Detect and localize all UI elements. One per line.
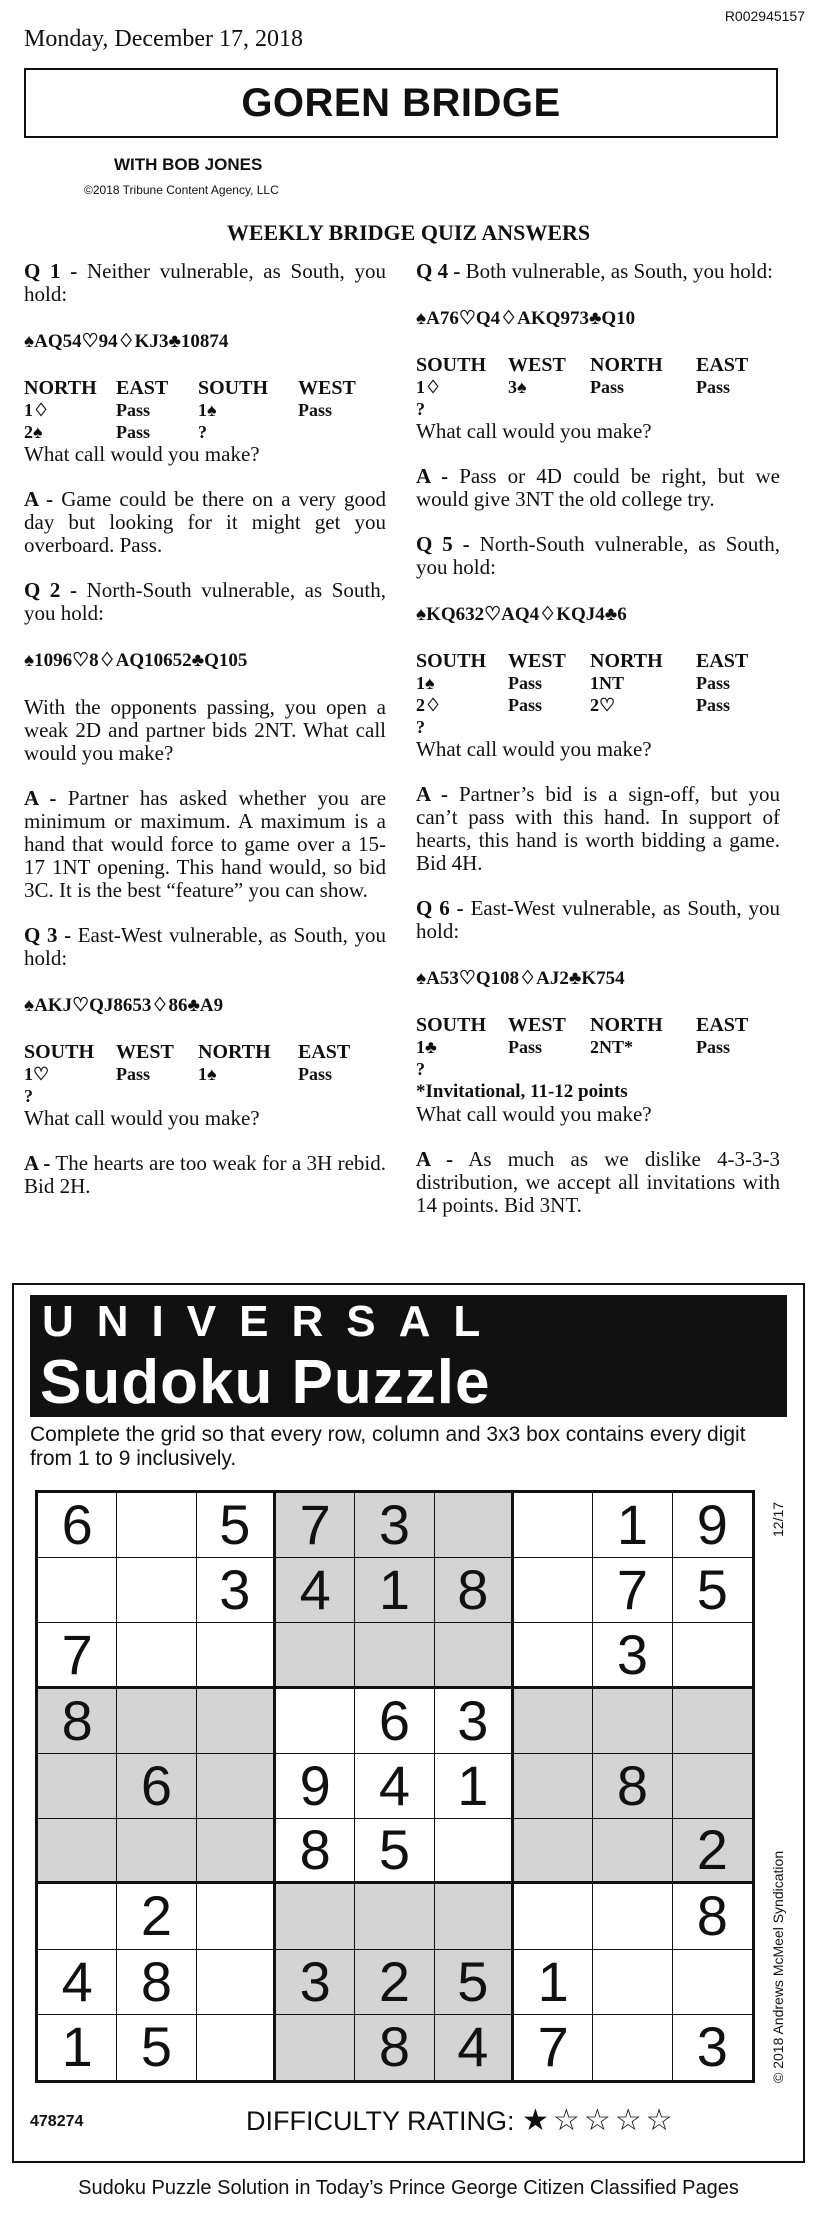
question-6: Q 6 - East-West vulnerable, as South, you hold: [416,896,781,943]
sudoku-cell[interactable] [593,1819,672,1884]
sudoku-cell: 3 [197,1558,276,1623]
answer-1: A - Game could be there on a very good day but looking for it might get you overboard. Pass. [24,487,387,557]
sudoku-cell[interactable] [514,1884,593,1949]
sudoku-cell: 3 [435,1689,514,1754]
answer-5: A - Partner’s bid is a sign-off, but you can’t pass with this hand. In support of hearts, this hand is worth bidding a game. Bid 4H. [416,782,781,875]
sudoku-cell: 2 [117,1884,196,1949]
sudoku-cell: 5 [435,1950,514,2015]
auction-1: NORTH EAST SOUTH WEST 1♢ Pass 1♠ Pass 2♠ Pass ? [24,377,356,442]
sudoku-cell: 1 [355,1558,434,1623]
sudoku-cell[interactable] [276,1884,355,1949]
sudoku-cell: 9 [673,1493,752,1558]
hand-2: ♠1096♡8♢AQ10652♣Q105 [24,650,248,671]
answer-4: A - Pass or 4D could be right, but we would give 3NT the old college try. [416,464,781,511]
question-2-detail: With the opponents passing, you open a weak 2D and partner bids 2NT. What call would you make? [24,695,386,765]
difficulty-label: DIFFICULTY RATING: [246,2106,515,2136]
question-2: Q 2 - North-South vulnerable, as South, you hold: [24,578,387,625]
question-1: Q 1 - Neither vulnerable, as South, you hold: [24,259,387,306]
sudoku-cell: 1 [514,1950,593,2015]
sudoku-cell[interactable] [197,1689,276,1754]
sudoku-cell[interactable] [673,1689,752,1754]
hand-4: ♠A76♡Q4♢AKQ973♣Q10 [416,308,636,329]
sudoku-cell: 6 [117,1754,196,1819]
sudoku-cell: 5 [673,1558,752,1623]
sudoku-cell[interactable] [38,1754,117,1819]
answer-2: A - Partner has asked whether you are minimum or maximum. A maximum is a hand that would force to game over a 15-17 1NT opening. This hand would, so bid 3C. It is the best “feature” you can show. [24,786,387,902]
sudoku-cell[interactable] [514,1819,593,1884]
sudoku-cell: 4 [355,1754,434,1819]
sudoku-cell[interactable] [514,1754,593,1819]
sudoku-cell[interactable] [117,1623,196,1688]
answer-3: A - The hearts are too weak for a 3H rebid. Bid 2H. [24,1151,387,1198]
hand-6: ♠A53♡Q108♢AJ2♣K754 [416,968,625,989]
banner-brand: UNIVERSAL [42,1297,504,1346]
sudoku-cell[interactable] [117,1558,196,1623]
sudoku-copyright: © 2018 Andrews McMeel Syndication [770,1850,786,2083]
question-5: Q 5 - North-South vulnerable, as South, you hold: [416,532,780,579]
sudoku-cell: 6 [355,1689,434,1754]
sudoku-cell[interactable] [117,1493,196,1558]
sudoku-cell: 1 [593,1493,672,1558]
sudoku-cell[interactable] [673,1950,752,2015]
copyright-notice: ©2018 Tribune Content Agency, LLC [84,183,279,197]
sudoku-cell[interactable] [593,1950,672,2015]
sudoku-cell[interactable] [514,1558,593,1623]
call-question-6: What call would you make? [416,1102,652,1126]
sudoku-cell[interactable] [276,2015,355,2080]
auction-6-note: *Invitational, 11-12 points [416,1081,628,1102]
sudoku-cell[interactable] [673,1754,752,1819]
sudoku-cell[interactable] [435,1819,514,1884]
sudoku-cell[interactable] [355,1623,434,1688]
sudoku-cell: 2 [673,1819,752,1884]
sudoku-cell[interactable] [435,1884,514,1949]
sudoku-cell[interactable] [117,1819,196,1884]
sudoku-cell[interactable] [514,1623,593,1688]
sudoku-cell: 7 [593,1558,672,1623]
call-question-1: What call would you make? [24,442,260,466]
answer-6: A - As much as we dislike 4-3-3-3 distribution, we accept all invitations with 14 points. Bid 3NT. [416,1147,780,1217]
auction-4: SOUTH WEST NORTH EAST 1♢ 3♠ Pass Pass ? [416,354,749,419]
sudoku-cell: 7 [514,2015,593,2080]
column-title-box [24,68,778,138]
sudoku-cell: 8 [276,1819,355,1884]
sudoku-cell: 8 [355,2015,434,2080]
sudoku-banner [30,1295,787,1417]
section-title: WEEKLY BRIDGE QUIZ ANSWERS [226,220,591,245]
auction-6: SOUTH WEST NORTH EAST 1♣ Pass 2NT* Pass ? [416,1014,749,1079]
sudoku-cell[interactable] [276,1623,355,1688]
sudoku-cell: 7 [276,1493,355,1558]
sudoku-cell: 5 [117,2015,196,2080]
sudoku-cell[interactable] [197,1623,276,1688]
sudoku-cell: 7 [38,1623,117,1688]
banner-title: Sudoku Puzzle [40,1348,491,1417]
call-question-5: What call would you make? [416,737,652,761]
sudoku-cell: 1 [435,1754,514,1819]
sudoku-cell[interactable] [38,1884,117,1949]
column-title: GOREN BRIDGE [241,81,561,125]
publication-date: Monday, December 17, 2018 [24,26,304,52]
sudoku-cell[interactable] [355,1884,434,1949]
quiz-column-left [24,260,386,1220]
hand-5: ♠KQ632♡AQ4♢KQJ4♣6 [416,604,627,625]
sudoku-cell: 6 [38,1493,117,1558]
sudoku-cell[interactable] [197,1950,276,2015]
sudoku-cell[interactable] [197,1884,276,1949]
sudoku-cell[interactable] [435,1623,514,1688]
quiz-column-right [416,260,780,1239]
sudoku-cell[interactable] [276,1689,355,1754]
sudoku-cell: 8 [435,1558,514,1623]
sudoku-cell: 4 [435,2015,514,2080]
sudoku-cell: 8 [593,1754,672,1819]
sudoku-cell: 4 [276,1558,355,1623]
call-question-3: What call would you make? [24,1106,260,1130]
auction-5: SOUTH WEST NORTH EAST 1♠ Pass 1NT Pass 2♢ Pass 2♡ Pass ? [416,650,749,737]
sudoku-cell: 5 [197,1493,276,1558]
puzzle-code: 478274 [30,2113,84,2130]
sudoku-cell: 3 [696,2015,728,2079]
sudoku-cell: 8 [673,1884,752,1949]
question-3: Q 3 - East-West vulnerable, as South, you hold: [24,923,387,970]
sudoku-cell[interactable] [197,2015,276,2080]
sudoku-cell[interactable] [435,1493,514,1558]
sudoku-cell: 4 [38,1950,117,2015]
sudoku-cell[interactable] [197,1754,276,1819]
sudoku-cell: 1 [38,2015,117,2080]
sudoku-cell: 9 [276,1754,355,1819]
sudoku-cell[interactable] [593,1884,672,1949]
sudoku-cell[interactable] [673,1623,752,1688]
sudoku-cell[interactable] [514,1689,593,1754]
sudoku-cell: 3 [593,1623,672,1688]
sudoku-cell[interactable] [117,1689,196,1754]
sudoku-cell: 3 [276,1950,355,2015]
call-question-4: What call would you make? [416,419,652,443]
star-rating-icon: ★☆☆☆☆ [522,2104,677,2137]
sudoku-instructions: Complete the grid so that every row, column and 3x3 box contains every digit from 1 to 9 inclusively. [30,1423,746,1470]
sudoku-cell[interactable] [38,1819,117,1884]
difficulty-rating [246,2103,677,2138]
byline: WITH BOB JONES [114,155,263,174]
sudoku-cell: 8 [38,1689,117,1754]
sudoku-cell: 2 [355,1950,434,2015]
hand-1: ♠AQ54♡94♢KJ3♣10874 [24,331,229,352]
sudoku-cell[interactable] [197,1819,276,1884]
footer-note: Sudoku Puzzle Solution in Today’s Prince George Citizen Classified Pages [78,2177,739,2199]
sudoku-cell: 3 [355,1493,434,1558]
sudoku-cell: 8 [117,1950,196,2015]
question-4: Q 4 - Both vulnerable, as South, you hold: [416,259,773,283]
sudoku-cell: 5 [355,1819,434,1884]
sudoku-section [12,1283,805,2163]
sudoku-cell[interactable] [38,1558,117,1623]
sudoku-cell[interactable] [514,1493,593,1558]
sudoku-cell[interactable] [593,1689,672,1754]
sudoku-date-code: 12/17 [770,1501,786,1537]
page-code: R002945157 [724,8,805,24]
hand-3: ♠AKJ♡QJ8653♢86♣A9 [24,995,224,1016]
sudoku-grid [35,1490,755,2083]
auction-3: SOUTH WEST NORTH EAST 1♡ Pass 1♠ Pass ? [24,1041,351,1106]
sudoku-cell[interactable] [593,2015,672,2080]
